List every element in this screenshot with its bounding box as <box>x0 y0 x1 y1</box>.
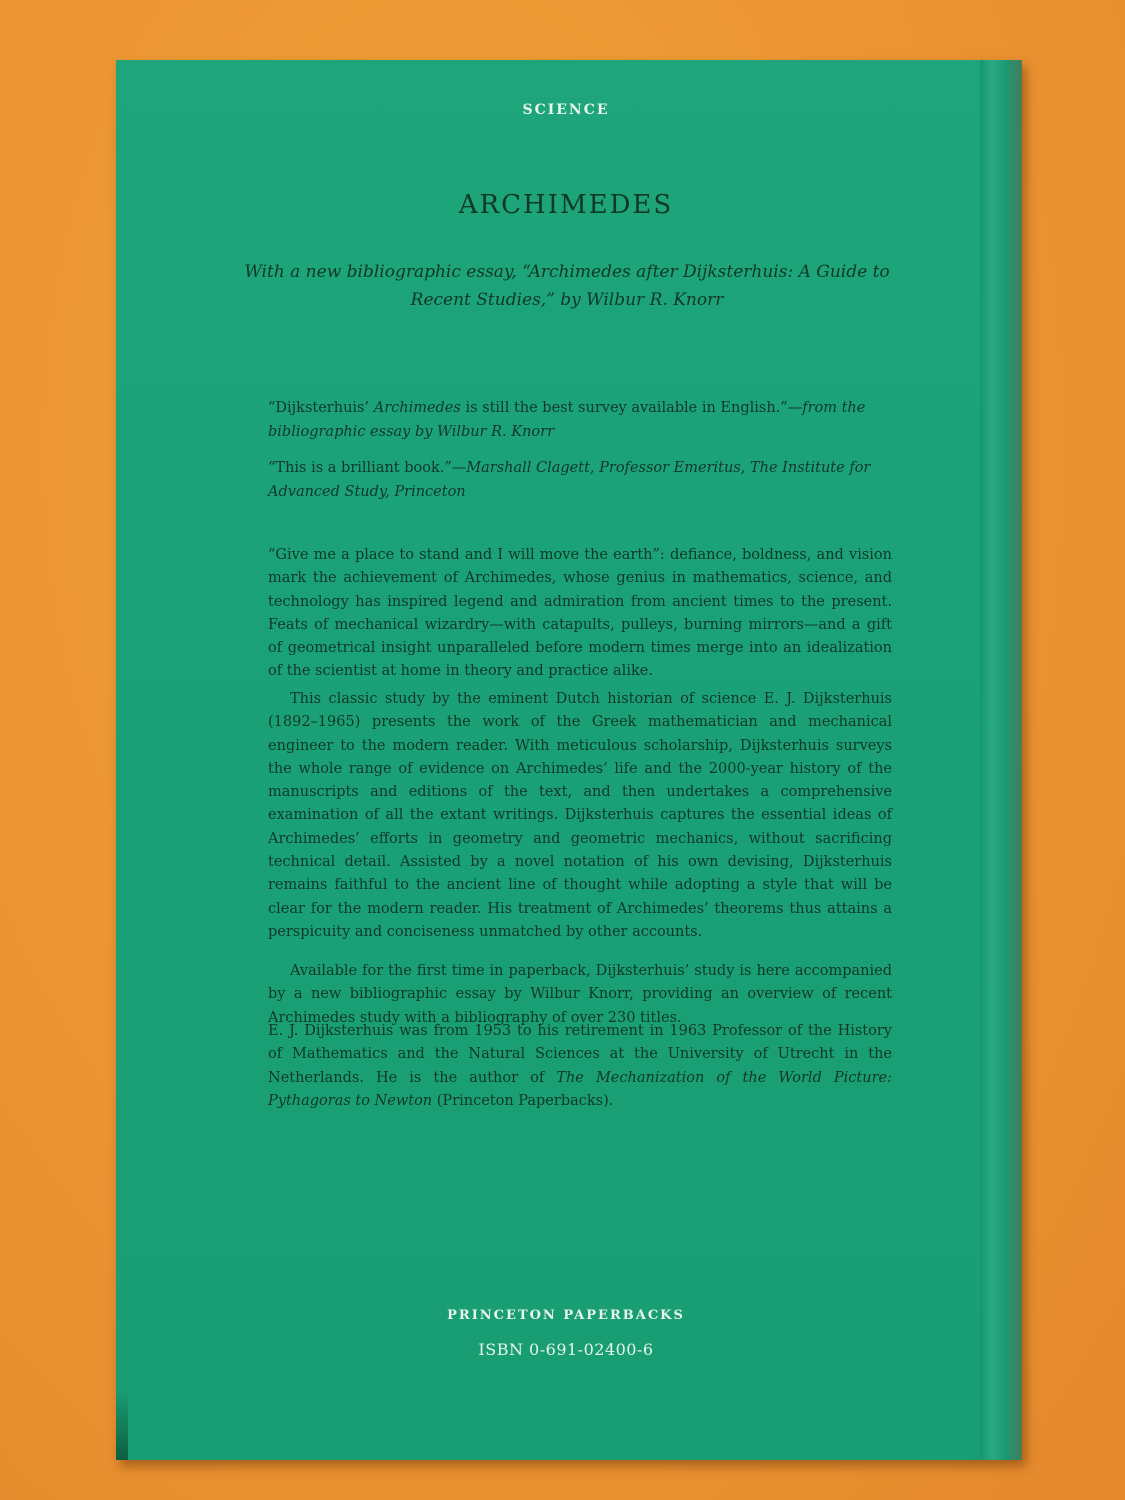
book-subtitle: With a new bibliographic essay, “Archimedes after Dijksterhuis: A Guide to Recent Studies,” by Wilbur R. Knorr <box>244 262 890 310</box>
author-bio-text: E. J. Dijksterhuis was from 1953 to his retirement in 1963 Professor of the History of Mathematics and the Natural Sciences at the University of Utrecht in the Netherlands. He is the author of <box>268 1023 892 1086</box>
quote-text: is still the best survey available in English.” <box>460 400 788 416</box>
related-book-title: The Mechanization of the World Picture: Pythagoras to Newton <box>268 1069 892 1109</box>
quote-text-italic: Archimedes <box>373 400 461 416</box>
review-quote <box>268 396 892 444</box>
quote-source: —Marshall Clagett, Professor Emeritus, The Institute for Advanced Study, Princeton <box>268 460 871 500</box>
isbn-number: ISBN 0-691-02400-6 <box>478 1340 654 1359</box>
book-title: ARCHIMEDES <box>458 190 674 220</box>
description-paragraph: “Give me a place to stand and I will move the earth”: defiance, boldness, and vision mark the achievement of Archimedes, whose genius in mathematics, science, and technology has inspired legend and admiration from ancient times to the present. Feats of mechanical wizardry—with catapults, pulleys, burning mirrors—and a gift of geometrical insight unparalleled before modern times merge into an idealization of the scientist at home in theory and practice alike. <box>268 547 892 680</box>
quote-source: —from the bibliographic essay by Wilbur R. Knorr <box>268 400 866 440</box>
cover-content <box>116 60 980 1460</box>
author-bio <box>268 1020 892 1113</box>
book-back-cover <box>116 60 1022 1460</box>
description-paragraph: Available for the first time in paperback, Dijksterhuis’ study is here accompanied by a new bibliographic essay by Wilbur Knorr, providing an overview of recent Archimedes study with a bibliography of over 230 titles. <box>268 963 892 1026</box>
quote-text: “This is a brilliant book.” <box>268 460 452 476</box>
category-label: SCIENCE <box>522 102 610 118</box>
publisher-imprint: PRINCETON PAPERBACKS <box>447 1308 685 1323</box>
quote-text: “Dijksterhuis’ <box>268 400 374 416</box>
description-paragraph: This classic study by the eminent Dutch historian of science E. J. Dijksterhuis (1892–1965) presents the work of the Greek mathematician and mechanical engineer to the modern reader. With meticulous scholarship, Dijksterhuis surveys the whole range of evidence on Archimedes’ life and the 2000-year history of the manuscripts and editions of the text, and then undertakes a comprehensive examination of all the extant writings. Dijksterhuis captures the essential ideas of Archimedes’ efforts in geometry and geometric mechanics, without sacrificing technical detail. Assisted by a novel notation of his own devising, Dijksterhuis remains faithful to the ancient line of thought while adopting a style that will be clear for the modern reader. His treatment of Archimedes’ theorems thus attains a perspicuity and conciseness unmatched by other accounts. <box>268 691 892 940</box>
author-bio-text: (Princeton Paperbacks). <box>432 1092 614 1109</box>
review-quote <box>268 456 892 504</box>
book-page-edge <box>980 60 1022 1460</box>
